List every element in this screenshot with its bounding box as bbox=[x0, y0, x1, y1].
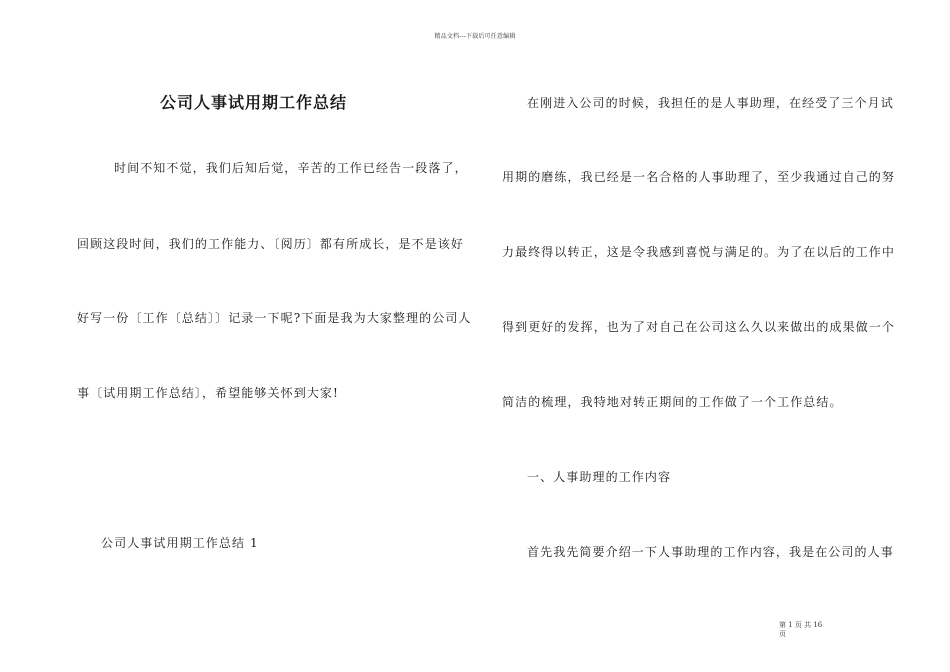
document-title: 公司人事试用期工作总结 bbox=[160, 93, 348, 112]
paragraph-line: 回顾这段时间，我们的工作能力、〔阅历〕都有所成长，是不是该好 bbox=[77, 237, 465, 251]
paragraph-line: 用期的磨练，我已经是一名合格的人事助理了，至少我通过自己的努 bbox=[502, 170, 896, 184]
page-number-footer bbox=[779, 621, 822, 639]
paragraph-line: 时间不知不觉，我们后知后觉，辛苦的工作已经告一段落了， bbox=[114, 161, 468, 175]
paragraph-line: 好写一份〔工作〔总结〕〕记录一下呢?下面是我为大家整理的公司人 bbox=[77, 311, 472, 325]
paragraph-line: 在刚进入公司的时候，我担任的是人事助理，在经受了三个月试 bbox=[527, 96, 894, 110]
paragraph-line: 简洁的梳理，我特地对转正期间的工作做了一个工作总结。 bbox=[502, 395, 843, 409]
section-heading: 公司人事试用期工作总结 1 bbox=[101, 536, 259, 550]
paragraph-line: 得到更好的发挥，也为了对自己在公司这么久以来做出的成果做一个 bbox=[502, 320, 896, 334]
page-number-line1: 第 1 页 共 16 bbox=[779, 621, 823, 629]
paragraph-line: 事〔试用期工作总结〕，希望能够关怀到大家! bbox=[77, 386, 339, 400]
paragraph-line: 力最终得以转正，这是令我感到喜悦与满足的。为了在以后的工作中 bbox=[502, 245, 896, 259]
section-heading: 一、人事助理的工作内容 bbox=[527, 470, 672, 484]
paragraph-line: 首先我先简要介绍一下人事助理的工作内容，我是在公司的人事 bbox=[527, 545, 894, 559]
page-header: 精品文档---下载后可任意编辑 bbox=[434, 33, 516, 40]
page-number-line2: 页 bbox=[779, 630, 786, 638]
